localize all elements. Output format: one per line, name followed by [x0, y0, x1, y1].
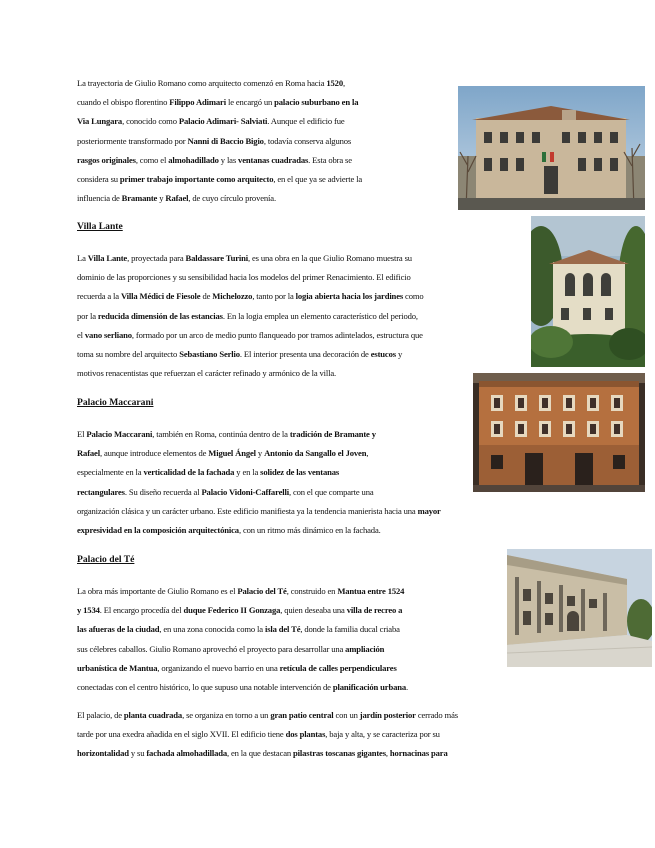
- bold-text-run: villa de recreo a: [346, 605, 403, 616]
- bold-text-run: mayor: [417, 505, 441, 516]
- text-run: , proyectada para: [127, 253, 186, 263]
- text-line: [77, 502, 441, 521]
- bold-text-run: Nanni di Baccio Bigio: [187, 135, 264, 146]
- bold-text-run: Antonio da Sangallo el Joven: [264, 448, 367, 459]
- text-run: , también en Roma, continúa dentro de la: [152, 429, 290, 439]
- text-run: , baja y alta, y se caracteriza por su: [325, 729, 440, 740]
- text-line: [77, 307, 424, 326]
- text-run: , conocido como: [122, 116, 179, 127]
- text-line: [77, 345, 424, 364]
- text-run: , tanto por la: [252, 291, 296, 302]
- text-line: [77, 463, 441, 482]
- text-line: [77, 93, 362, 112]
- text-line: [77, 249, 424, 268]
- bold-text-run: Villa Médici de Fiesole: [120, 291, 201, 302]
- text-line: [77, 425, 441, 444]
- text-run: influencia de: [77, 193, 122, 204]
- text-run: , es una obra en la que Giulio Romano muestra su: [248, 253, 412, 263]
- text-line: [77, 483, 441, 502]
- text-run: El: [77, 429, 87, 439]
- text-run: , quien deseaba una: [280, 605, 347, 616]
- text-run: recuerda a la: [77, 291, 121, 302]
- bold-text-run: solidez de las ventanas: [260, 467, 340, 478]
- text-run: cerrado más: [415, 710, 458, 720]
- bold-text-run: Miguel Ángel: [208, 448, 256, 459]
- bold-text-run: dos plantas: [285, 729, 326, 740]
- text-run: . Aunque el edificio fue: [267, 116, 345, 127]
- palacio-maccarani-heading: Palacio Maccarani: [77, 397, 154, 408]
- text-run: y su: [128, 748, 147, 759]
- bold-text-run: vano serliano: [84, 329, 132, 340]
- text-line: [77, 659, 408, 678]
- text-line: [77, 582, 408, 601]
- text-line: [77, 521, 441, 540]
- text-run: posteriormente transformado por: [77, 135, 188, 146]
- text-line: [77, 112, 362, 131]
- bold-text-run: jardín posterior: [359, 710, 416, 720]
- text-run: La obra más importante de Giulio Romano es el: [77, 586, 238, 596]
- text-line: [77, 444, 441, 463]
- text-run: toma su nombre del arquitecto: [77, 349, 180, 360]
- bold-text-run: Mantua entre 1524: [337, 586, 405, 596]
- bold-text-run: fachada almohadillada: [146, 748, 227, 759]
- bold-text-run: gran patio central: [270, 710, 334, 720]
- palacio-maccarani-paragraph: [77, 425, 441, 540]
- bold-text-run: pilastras toscanas gigantes: [293, 748, 386, 759]
- text-line: [77, 620, 408, 639]
- bold-text-run: palacio suburbano en la: [274, 97, 359, 108]
- text-run: , formado por un arco de medio punto flanqueado por tramos adintelados, estructura que: [131, 329, 423, 340]
- bold-text-run: Rafael: [165, 193, 189, 204]
- bold-text-run: expresividad en la composición arquitectónica: [77, 525, 239, 536]
- bold-text-run: Filippo Adimari: [169, 97, 226, 108]
- text-run: como: [403, 291, 424, 302]
- text-run: , construido en: [286, 586, 338, 596]
- bold-text-run: duque Federico II Gonzaga: [183, 605, 281, 616]
- bold-text-run: rasgos originales: [77, 154, 136, 165]
- text-line: [77, 725, 458, 744]
- text-run: , aunque introduce elementos de: [99, 448, 209, 459]
- text-run: tarde por una exedra añadida en el siglo XVII. El edificio tiene: [77, 729, 286, 740]
- bold-text-run: Palacio del Té: [237, 586, 287, 596]
- text-run: y: [255, 448, 265, 459]
- text-run: ,: [385, 748, 390, 759]
- text-run: de: [200, 291, 213, 302]
- bold-text-run: Villa Lante: [87, 253, 128, 263]
- text-run: ,: [342, 78, 345, 88]
- text-line: [77, 132, 362, 151]
- text-run: sus célebres caballos. Giulio Romano aprovechó el proyecto para desarrollar una: [77, 643, 346, 654]
- text-line: [77, 744, 458, 763]
- bold-text-run: Palacio Adimari- Salviati: [178, 116, 268, 127]
- text-run: y: [157, 193, 166, 204]
- text-run: por la: [77, 310, 98, 321]
- bold-text-run: Bramante: [121, 193, 158, 204]
- text-run: , de cuyo círculo provenía.: [188, 193, 276, 204]
- text-run: El palacio, de: [77, 710, 124, 720]
- bold-text-run: horizontalidad: [77, 748, 129, 759]
- palacio-del-te-heading: Palacio del Té: [77, 554, 135, 565]
- text-line: [77, 678, 408, 697]
- text-run: La trayectoria de Giulio Romano como arquitecto comenzó en Roma hacia: [77, 78, 327, 88]
- text-run: . En la logia emplea un elemento característico del periodo,: [222, 310, 418, 321]
- text-run: , en una zona conocida como la: [159, 624, 265, 635]
- text-run: La: [77, 253, 88, 263]
- text-run: , en el que ya se advierte la: [273, 174, 363, 185]
- text-run: , con el que comparte una: [288, 486, 374, 497]
- text-run: y las: [218, 154, 239, 165]
- text-run: . El interior presenta una decoración de: [239, 349, 371, 360]
- text-line: [77, 189, 362, 208]
- bold-text-run: planta cuadrada: [123, 710, 183, 720]
- bold-text-run: Palacio Maccarani: [86, 429, 153, 439]
- bold-text-run: ventanas cuadradas: [238, 154, 309, 165]
- text-run: ,: [366, 448, 369, 459]
- bold-text-run: ampliación: [345, 643, 385, 654]
- text-run: , se organiza en torno a un: [182, 710, 271, 720]
- text-run: . El encargo procedía del: [99, 605, 184, 616]
- text-run: le encargó un: [225, 97, 275, 108]
- bold-text-run: Via Lungara: [77, 116, 123, 127]
- text-line: [77, 74, 362, 93]
- bold-text-run: Baldassare Turini: [185, 253, 248, 263]
- bold-text-run: primer trabajo importante como arquitecto: [119, 174, 274, 185]
- text-run: organización clásica y un carácter urbano. Este edificio manifiesta ya la tendencia manierista hacia una: [77, 505, 418, 516]
- text-run: y: [395, 349, 403, 360]
- palacio-adimari-salviati-photo: [458, 86, 645, 210]
- text-line: [77, 151, 362, 170]
- bold-text-run: las afueras de la ciudad: [77, 624, 160, 635]
- bold-text-run: tradición de Bramante y: [289, 429, 376, 439]
- bold-text-run: reducida dimensión de las estancias: [97, 310, 223, 321]
- text-run: , organizando el nuevo barrio en una: [157, 662, 280, 673]
- bold-text-run: isla del Té: [264, 624, 301, 635]
- bold-text-run: planificación urbana: [332, 682, 406, 693]
- text-run: motivos renacentistas que refuerzan el carácter refinado y armónico de la villa.: [77, 368, 337, 379]
- bold-text-run: retícula de calles perpendiculares: [279, 662, 397, 673]
- text-run: el: [77, 329, 85, 340]
- villa-lante-heading: Villa Lante: [77, 221, 123, 232]
- palacio-del-te-photo: [507, 549, 652, 667]
- text-run: considera su: [77, 174, 120, 185]
- text-line: [77, 601, 408, 620]
- text-run: .: [406, 682, 408, 693]
- text-line: [77, 268, 424, 287]
- text-line: [77, 326, 424, 345]
- palacio-del-te-paragraph-2: [77, 706, 458, 764]
- bold-text-run: 1520: [326, 78, 343, 88]
- text-run: , como el: [135, 154, 169, 165]
- bold-text-run: estucos: [370, 349, 396, 360]
- text-run: . Esta obra se: [308, 154, 352, 165]
- text-line: [77, 287, 424, 306]
- text-run: cuando el obispo florentino: [77, 97, 170, 108]
- text-line: [77, 706, 458, 725]
- text-run: , donde la familia ducal criaba: [300, 624, 400, 635]
- text-run: conectadas con el centro histórico, lo que supuso una notable intervención de: [77, 682, 333, 693]
- text-line: [77, 170, 362, 189]
- bold-text-run: hornacinas para: [389, 748, 448, 759]
- bold-text-run: y 1534: [77, 605, 100, 616]
- text-run: dominio de las proporciones y su sensibilidad hacia los modelos del primer Renacimiento. El edificio: [77, 272, 411, 283]
- bold-text-run: verticalidad de la fachada: [143, 467, 235, 478]
- bold-text-run: Rafael: [77, 448, 100, 459]
- villa-lante-paragraph: [77, 249, 424, 383]
- palacio-del-te-paragraph-1: [77, 582, 408, 697]
- bold-text-run: urbanística de Mantua: [77, 662, 158, 673]
- text-run: especialmente en la: [77, 467, 144, 478]
- text-line: [77, 364, 424, 383]
- text-run: con un: [333, 710, 360, 720]
- palacio-maccarani-photo: [473, 373, 645, 492]
- text-run: , con un ritmo más dinámico en la fachada.: [238, 525, 381, 536]
- text-line: [77, 640, 408, 659]
- bold-text-run: Sebastiano Serlio: [179, 349, 240, 360]
- bold-text-run: Palacio Vidoni-Caffarelli: [201, 486, 289, 497]
- bold-text-run: almohadillado: [168, 154, 219, 165]
- intro-paragraph: [77, 74, 362, 208]
- bold-text-run: rectangulares: [77, 486, 125, 497]
- text-run: . Su diseño recuerda al: [124, 486, 202, 497]
- text-run: y en la: [234, 467, 261, 478]
- text-run: , en la que destacan: [227, 748, 294, 759]
- bold-text-run: logia abierta hacia los jardines: [295, 291, 404, 302]
- text-run: , todavía conserva algunos: [263, 135, 352, 146]
- villa-lante-photo: [531, 216, 645, 367]
- bold-text-run: Michelozzo: [212, 291, 253, 302]
